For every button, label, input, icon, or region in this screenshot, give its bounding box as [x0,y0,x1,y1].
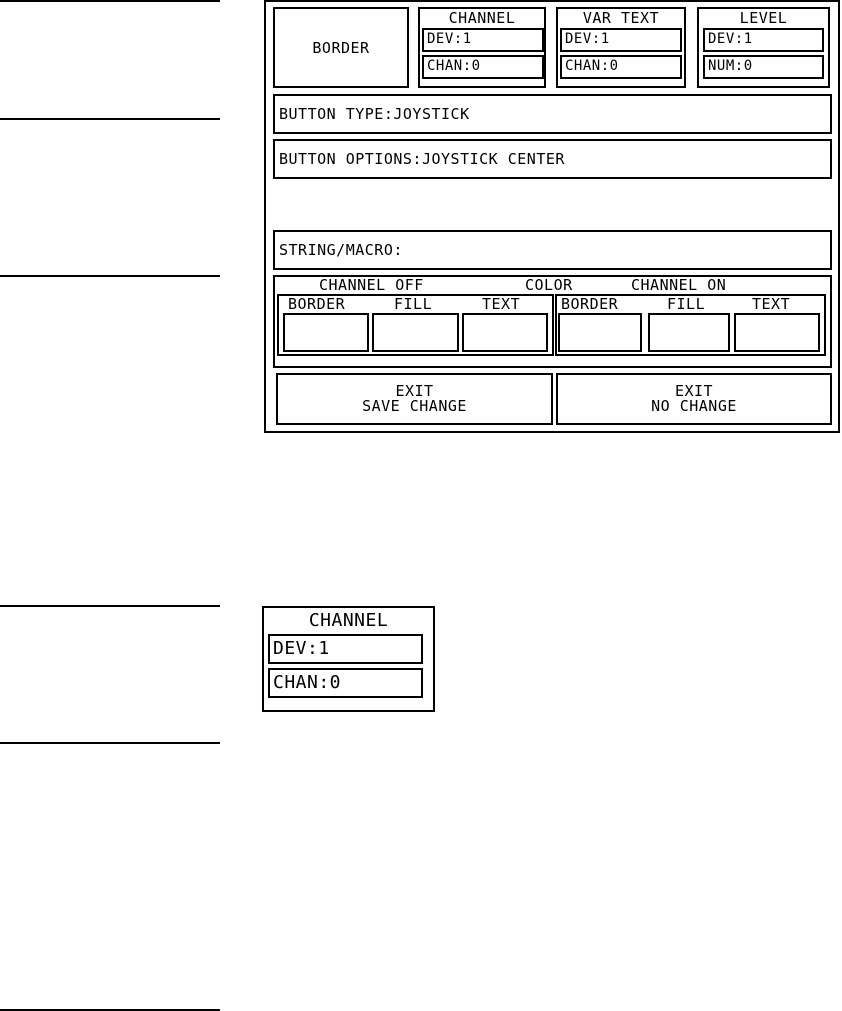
off-border-color-swatch[interactable] [283,313,369,352]
margin-rule [0,118,220,120]
button-options-field[interactable]: BUTTON OPTIONS:JOYSTICK CENTER [273,139,832,179]
margin-rule [0,742,220,744]
var-text-dev-field[interactable]: DEV:1 [560,28,682,52]
channel-on-label: CHANNEL ON [631,276,727,294]
var-text-chan-field[interactable]: CHAN:0 [560,55,682,79]
button-properties-panel [264,0,840,433]
channel-off-colors [277,294,554,356]
string-macro-field[interactable]: STRING/MACRO: [273,230,832,270]
channel-on-colors [555,294,826,356]
level-dev-field[interactable]: DEV:1 [703,28,824,52]
off-text-color-swatch[interactable] [462,313,548,352]
border-button[interactable] [273,7,409,88]
channel-group [418,7,546,88]
button-type-field[interactable]: BUTTON TYPE:JOYSTICK [273,94,832,134]
on-border-color-swatch[interactable] [558,313,642,352]
color-label: COLOR [525,276,573,294]
channel-group-title: CHANNEL [448,9,516,27]
exit-no-change-button[interactable] [556,373,832,425]
var-text-group [556,7,686,88]
on-text-color-swatch[interactable] [734,313,820,352]
level-group-title: LEVEL [739,9,788,27]
on-border-label: BORDER [561,295,619,313]
channel-detail-dev-field[interactable]: DEV:1 [268,634,423,664]
on-fill-label: FILL [667,295,706,313]
var-text-group-title: VAR TEXT [582,9,660,27]
color-section [273,275,832,368]
margin-rule [0,605,220,607]
channel-detail-chan-field[interactable]: CHAN:0 [268,668,423,698]
margin-rule [0,0,220,2]
exit-no-line2: NO CHANGE [651,397,737,415]
channel-chan-field[interactable]: CHAN:0 [422,55,544,79]
off-fill-label: FILL [394,295,433,313]
off-fill-color-swatch[interactable] [372,313,459,352]
channel-detail-box [262,606,435,712]
off-text-label: TEXT [482,295,521,313]
level-group [697,7,830,88]
channel-dev-field[interactable]: DEV:1 [422,28,544,52]
on-text-label: TEXT [752,295,791,313]
exit-save-line1: EXIT [395,382,434,400]
exit-no-line1: EXIT [674,382,714,400]
level-num-field[interactable]: NUM:0 [703,55,824,79]
border-button-label: BORDER [312,38,370,57]
exit-save-line2: SAVE CHANGE [362,397,467,415]
channel-off-label: CHANNEL OFF [319,276,424,294]
channel-detail-title: CHANNEL [308,610,389,631]
on-fill-color-swatch[interactable] [648,313,730,352]
exit-save-change-button[interactable] [276,373,553,425]
margin-rule [0,275,220,277]
off-border-label: BORDER [288,295,346,313]
